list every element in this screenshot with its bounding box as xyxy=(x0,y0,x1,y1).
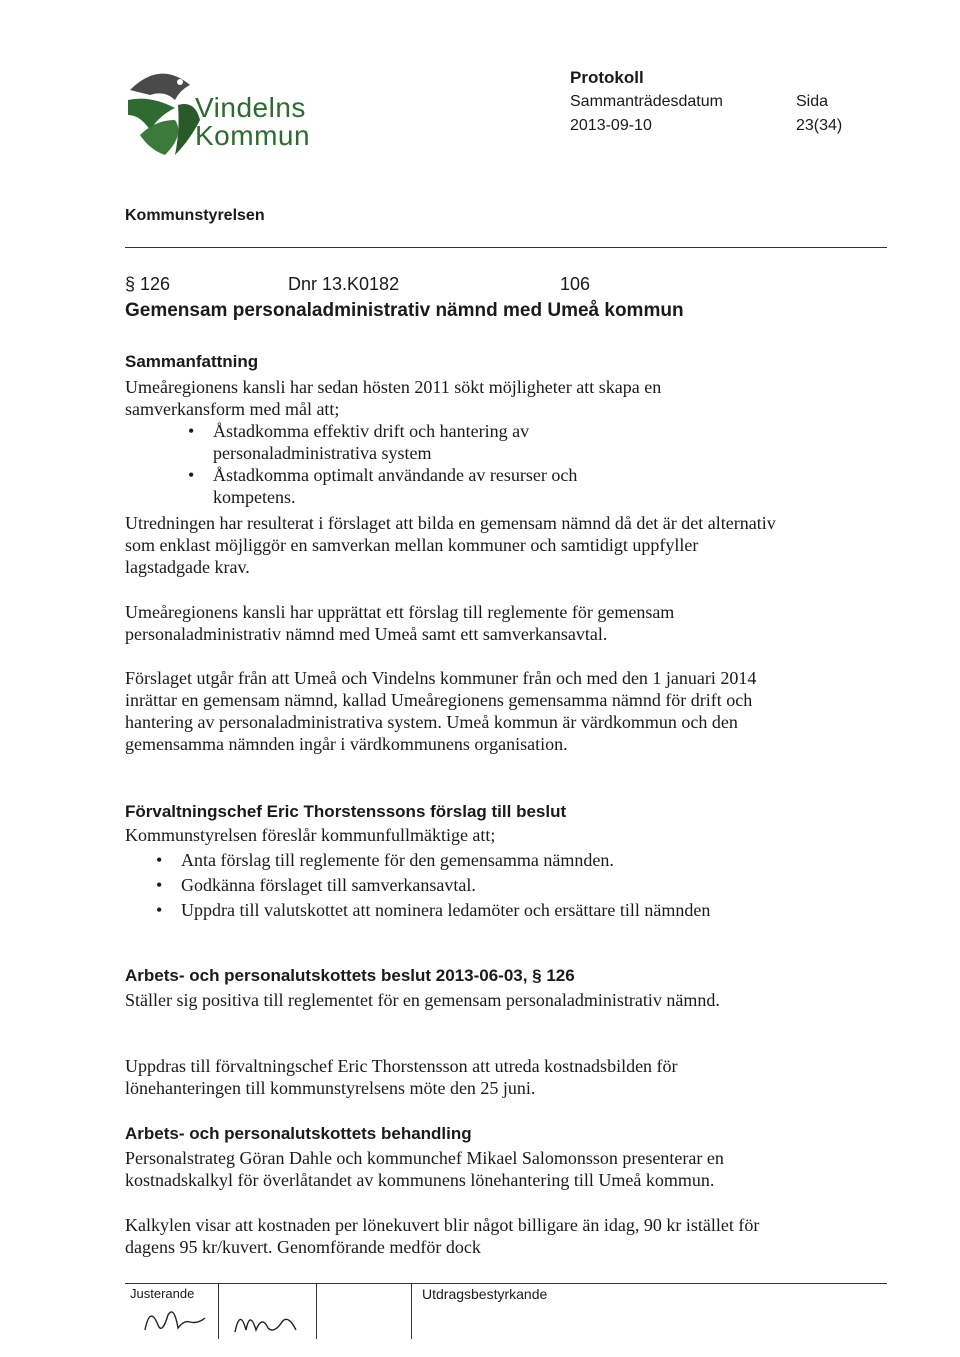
document-type: Protokoll xyxy=(570,68,644,87)
summary-bullet-2: • Åstadkomma optimalt användande av resurser och kompetens. xyxy=(213,464,633,508)
proposal-bullet-2: • Godkänna förslaget till samverkansavtal. xyxy=(181,874,741,896)
paragraph-2: Umeåregionens kansli har upprättat ett förslag till reglemente för gemensam personaladministrativ nämnd med Umeå samt ett samverkansavtal. xyxy=(125,602,675,644)
utdragsbestyrkande-label: Utdragsbestyrkande xyxy=(422,1286,548,1302)
decision-text-2: Uppdras till förvaltningschef Eric Thorstensson att utreda kostnadsbilden för lönehanteringen till kommunstyrelsens möte den 25 juni. xyxy=(125,1056,678,1098)
case-diary-number: Dnr 13.K0182 xyxy=(288,274,400,294)
logo-text-line2: Kommun xyxy=(195,120,311,151)
signature-initials-2 xyxy=(230,1300,300,1340)
justerande-label: Justerande xyxy=(130,1286,195,1301)
summary-bullet-1: • Åstadkomma effektiv drift och hantering av personaladministrativa system xyxy=(213,420,633,464)
logo-emblem-icon xyxy=(128,74,200,155)
handling-heading: Arbets- och personalutskottets behandling xyxy=(125,1124,472,1143)
summary-heading: Sammanfattning xyxy=(125,352,259,371)
page-label: Sida xyxy=(796,93,829,110)
signature-box-divider xyxy=(411,1283,412,1339)
case-paragraph-number: § 126 xyxy=(125,274,171,294)
paragraph-1: Utredningen har resulterat i förslaget att bilda en gemensam nämnd då det är det alternativ som enklast möjliggör en samverkan mellan kommuner och samtidigt uppfyller lagstadgade krav. xyxy=(125,513,776,577)
meeting-date-value: 2013-09-10 xyxy=(570,117,652,134)
signature-box-divider xyxy=(316,1283,317,1339)
summary-intro: Umeåregionens kansli har sedan hösten 2011 sökt möjligheter att skapa en samverkansform med mål att; xyxy=(125,377,662,419)
decision-text-1: Ställer sig positiva till reglementet för en gemensam personaladministrativ nämnd. xyxy=(125,990,720,1010)
case-reference: 106 xyxy=(560,274,591,294)
footer-divider xyxy=(125,1283,887,1284)
decision-heading: Arbets- och personalutskottets beslut 2013-06-03, § 126 xyxy=(125,966,575,985)
paragraph-3: Förslaget utgår från att Umeå och Vindelns kommuner från och med den 1 januari 2014 inrättar en gemensam nämnd, kallad Umeåregionens gemensamma nämnd för drift och hantering av personaladministrativa system. Umeå kommun är värdkommun och den gemensamma nämnden ingår i värdkommunens organisation. xyxy=(125,668,757,754)
organization-name: Kommunstyrelsen xyxy=(125,207,265,224)
proposal-bullet-1: • Anta förslag till reglemente för den gemensamma nämnden. xyxy=(181,849,741,871)
proposal-bullet-3: • Uppdra till valutskottet att nominera ledamöter och ersättare till nämnden xyxy=(181,899,741,921)
signature-box-divider xyxy=(218,1283,219,1339)
summary-bullet-list xyxy=(213,420,633,508)
handling-text-2: Kalkylen visar att kostnaden per lönekuvert blir något billigare än idag, 90 kr istället för dagens 95 kr/kuvert. Genomförande medför dock xyxy=(125,1215,760,1257)
page-number: 23(34) xyxy=(796,117,843,134)
meeting-date-label: Sammanträdesdatum xyxy=(570,93,723,110)
handling-text-1: Personalstrateg Göran Dahle och kommunchef Mikael Salomonsson presenterar en kostnadskalkyl för överlåtandet av kommunens lönehantering till Umeå kommun. xyxy=(125,1148,724,1190)
case-title: Gemensam personaladministrativ nämnd med Umeå kommun xyxy=(125,300,684,321)
proposal-heading: Förvaltningschef Eric Thorstenssons förslag till beslut xyxy=(125,802,567,821)
proposal-bullet-list xyxy=(181,849,741,921)
header-divider xyxy=(125,247,887,248)
proposal-intro: Kommunstyrelsen föreslår kommunfullmäktige att; xyxy=(125,825,496,845)
logo-text-line1: Vindelns xyxy=(195,92,306,123)
signature-initials-1 xyxy=(140,1300,210,1340)
